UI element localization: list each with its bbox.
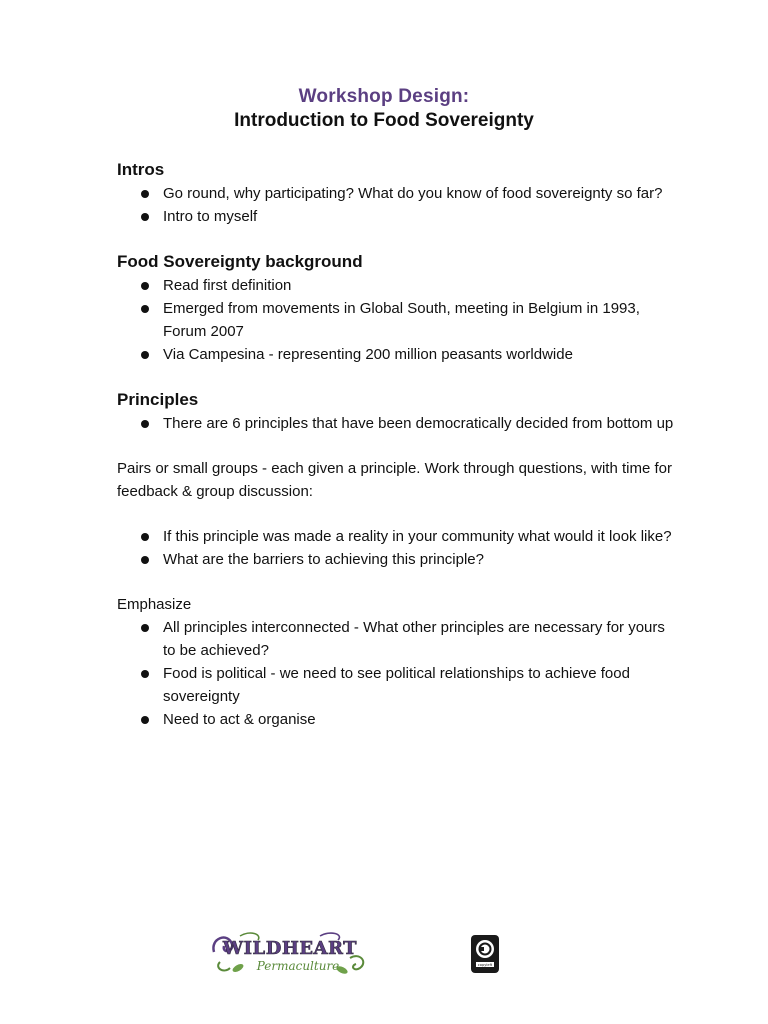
- logo-subtitle-text: Permaculture: [256, 959, 340, 973]
- list-item: [117, 616, 677, 662]
- principles-list: [117, 412, 677, 435]
- bullet-icon: [141, 213, 149, 221]
- list-item-text: All principles interconnected - What other principles are necessary for yours to be achieved?: [163, 619, 665, 659]
- list-item-text: Go round, why participating? What do you know of food sovereignty so far?: [163, 185, 663, 202]
- intros-list: [117, 182, 677, 228]
- bullet-icon: [141, 556, 149, 564]
- list-item: [117, 274, 677, 297]
- section-heading-background: Food Sovereignty background: [117, 252, 363, 271]
- section-heading-intros: Intros: [117, 160, 165, 179]
- section-heading-principles: Principles: [117, 390, 199, 409]
- wildheart-logo: [210, 928, 370, 978]
- document-title-line2: Introduction to Food Sovereignty: [234, 110, 534, 131]
- list-item-text: Emerged from movements in Global South, meeting in Belgium in 1993, Forum 2007: [163, 300, 640, 340]
- bullet-icon: [141, 624, 149, 632]
- bullet-icon: [141, 305, 149, 313]
- emphasize-list: [117, 616, 677, 731]
- logo-title-text: WILDHEART: [222, 938, 358, 959]
- bullet-icon: [141, 420, 149, 428]
- list-item-text: Intro to myself: [163, 208, 258, 225]
- list-item-text: Need to act & organise: [163, 711, 316, 728]
- list-item-text: Read first definition: [163, 277, 292, 294]
- list-item: [117, 205, 677, 228]
- bullet-icon: [141, 282, 149, 290]
- emphasize-label: Emphasize: [117, 596, 192, 613]
- background-list: [117, 274, 677, 366]
- list-item-text: There are 6 principles that have been democratically decided from bottom up: [163, 415, 674, 432]
- list-item: [117, 708, 677, 731]
- list-item-text: If this principle was made a reality in your community what would it look like?: [163, 528, 672, 545]
- list-item: [117, 548, 677, 571]
- list-item: [117, 525, 677, 548]
- list-item: [117, 343, 677, 366]
- copyleft-label: copyleft: [477, 963, 493, 967]
- list-item-text: Via Campesina - representing 200 million peasants worldwide: [163, 346, 573, 363]
- bullet-icon: [141, 716, 149, 724]
- questions-list: [117, 525, 677, 571]
- bullet-icon: [141, 351, 149, 359]
- document-body: [117, 158, 677, 731]
- list-item-text: Food is political - we need to see political relationships to achieve food sovereignty: [163, 665, 630, 705]
- document-title-line1: Workshop Design:: [298, 86, 470, 107]
- list-item: [117, 297, 677, 343]
- list-item: [117, 412, 677, 435]
- list-item: [117, 182, 677, 205]
- bullet-icon: [141, 533, 149, 541]
- bullet-icon: [141, 670, 149, 678]
- copyleft-logo: [470, 934, 500, 974]
- bullet-icon: [141, 190, 149, 198]
- principles-paragraph: Pairs or small groups - each given a principle. Work through questions, with time for feedback & group discussion:: [117, 460, 672, 500]
- list-item-text: What are the barriers to achieving this principle?: [163, 551, 484, 568]
- list-item: [117, 662, 677, 708]
